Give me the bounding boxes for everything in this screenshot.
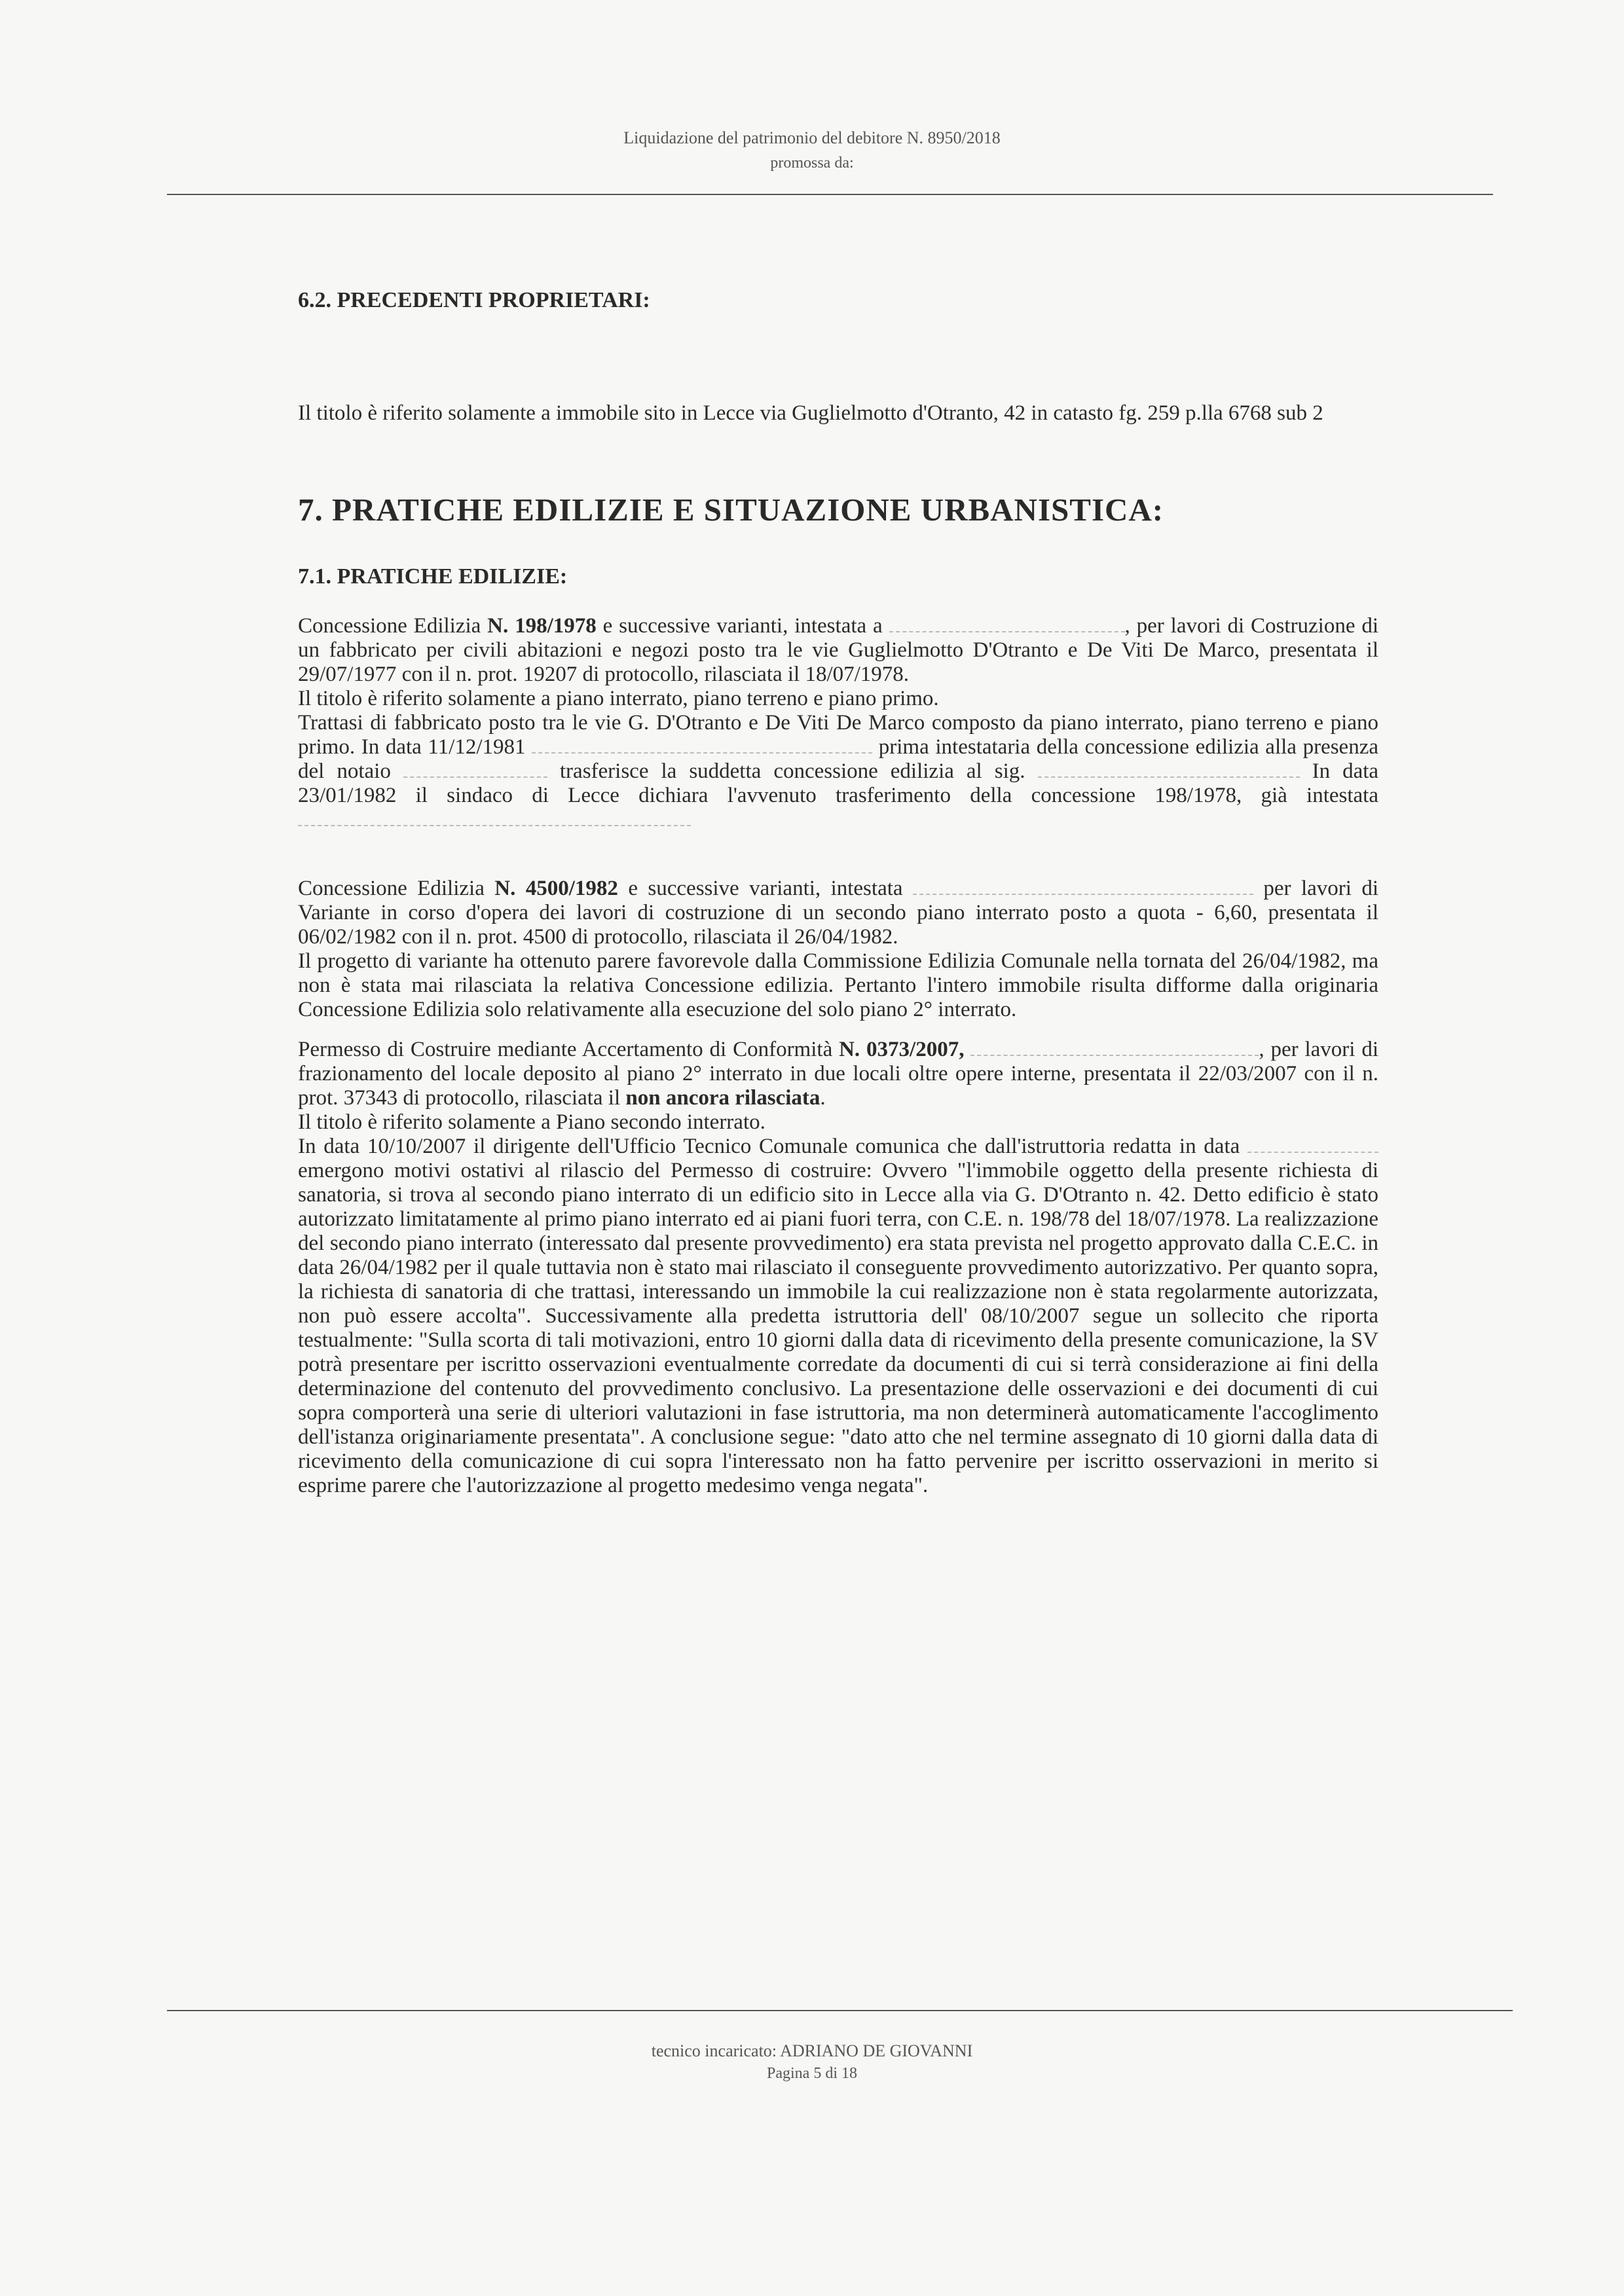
header-subtitle: promossa da: [770, 155, 854, 172]
concessione-198-transfer: Trattasi di fabbricato posto tra le vie G. D'Otranto e De Viti De Marco composto da piano interrato, piano terreno e piano primo. In data 11/12/1981 prima intestataria della concessione edilizia alla presenza del notaio trasferisce la suddetta concessione edilizia al sig. In data 23/01/1982 il sindaco di Lecce dichiara l'avvenuto trasferimento della concessione 198/1978, già intestata [298, 711, 1378, 832]
redacted-name [970, 1040, 1259, 1056]
redacted-name [889, 617, 1125, 632]
concessione-4500-paragraph: Concessione Edilizia N. 4500/1982 e successive varianti, intestata per lavori di Variante in corso d'opera dei lavori di costruzione di un secondo piano interrato posto a quota - 6,60, presentata il 06/02/1982 con il n. prot. 4500 di protocollo, rilasciata il 26/04/1982. [298, 877, 1379, 949]
document-body [298, 288, 1378, 1498]
concessione-198-paragraph: Concessione Edilizia N. 198/1978 e successive varianti, intestata a , per lavori di Costruzione di un fabbricato per civili abitazioni e negozi posto tra le vie Guglielmotto D'Otranto e De Viti De Marco, presentata il 29/07/1977 con il n. prot. 19207 di protocollo, rilasciata il 18/07/1978. [298, 614, 1379, 686]
section-6-2-text: Il titolo è riferito solamente a immobile sito in Lecce via Guglielmotto d'Otranto, 42 in catasto fg. 259 p.lla 6768 sub 2 [298, 401, 1323, 425]
header-title: Liquidazione del patrimonio del debitore N. 8950/2018 [623, 128, 1001, 147]
redacted-name [532, 738, 872, 754]
redacted-name [298, 811, 691, 826]
permesso-number: N. 0373/2007, [839, 1038, 965, 1061]
redacted-name [403, 762, 547, 778]
section-7-heading: 7. PRATICHE EDILIZIE E SITUAZIONE URBANISTICA: [298, 492, 1164, 528]
redacted-name [913, 879, 1253, 895]
concessione-number: N. 198/1978 [487, 614, 597, 638]
concessione-4500-variant: Il progetto di variante ha ottenuto parere favorevole dalla Commissione Edilizia Comunale nella tornata del 26/04/1982, ma non è stata mai rilasciata la relativa Concessione edilizia. Pertanto l'intero immobile risulta difforme dalla originaria Concessione Edilizia solo relativamente alla esecuzione del solo piano 2° interrato. [298, 949, 1378, 1021]
header-rule [167, 194, 1493, 195]
concessione-198-scope: Il titolo è riferito solamente a piano interrato, piano terreno e piano primo. [298, 687, 939, 710]
footer-rule [167, 2010, 1513, 2011]
footer-author: tecnico incaricato: ADRIANO DE GIOVANNI [651, 2041, 973, 2060]
permesso-0373-outcome: In data 10/10/2007 il dirigente dell'Ufficio Tecnico Comunale comunica che dall'istruttoria redatta in data emergono motivi ostativi al rilascio del Permesso di costruire: Ovvero "l'immobile oggetto della presente richiesta di sanatoria, si trova al secondo piano interrato di un edificio sito in Lecce alla via G. D'Otranto n. 42. Detto edificio è stato autorizzato limitatamente al primo piano interrato ed ai piani fuori terra, con C.E. n. 198/78 del 18/07/1978. La realizzazione del secondo piano interrato (interessato dal presente provvedimento) era stata prevista nel progetto approvato dalla C.E.C. in data 26/04/1982 per il quale tuttavia non è stato mai rilasciato il conseguente provvedimento autorizzativo. Per quanto sopra, la richiesta di sanatoria di che trattasi, interessando un immobile la cui realizzazione non è stata regolarmente autorizzata, non può essere accolta". Successivamente alla predetta istruttoria dell' 08/10/2007 segue un sollecito che riporta testualmente: "Sulla scorta di tali motivazioni, entro 10 giorni dalla data di ricevimento della presente comunicazione, la SV potrà presentare per iscritto osservazioni eventualmente corredate da documenti di cui si terrà considerazione ai fini della determinazione del contenuto del provvedimento conclusivo. La presentazione delle osservazioni e dei documenti di cui sopra comporterà una serie di ulteriori valutazioni in fase istruttoria, ma non determinerà automaticamente l'accoglimento dell'istanza originariamente presentata". A conclusione segue: "dato atto che nel termine assegnato di 10 giorni dalla data di ricevimento della comunicazione di cui sopra l'interessato non ha fatto pervenire per iscritto osservazioni in merito si esprime parere che l'autorizzazione al progetto medesimo venga negata". [298, 1135, 1378, 1497]
redacted-date [1247, 1137, 1378, 1153]
page-number: Pagina 5 di 18 [767, 2065, 857, 2082]
section-7-1-heading: 7.1. PRATICHE EDILIZIE: [298, 564, 568, 589]
permesso-0373-paragraph: Permesso di Costruire mediante Accertamento di Conformità N. 0373/2007, , per lavori di frazionamento del locale deposito al piano 2° interrato in due locali oltre opere interne, presentata il 22/03/2007 con il n. prot. 37343 di protocollo, rilasciata il non ancora rilasciata. [298, 1038, 1378, 1110]
concessione-number: N. 4500/1982 [494, 877, 618, 900]
section-6-2-heading: 6.2. PRECEDENTI PROPRIETARI: [298, 288, 650, 312]
permesso-0373-scope: Il titolo è riferito solamente a Piano secondo interrato. [298, 1110, 766, 1134]
redacted-name [1038, 762, 1300, 778]
permesso-status: non ancora rilasciata [625, 1086, 821, 1110]
